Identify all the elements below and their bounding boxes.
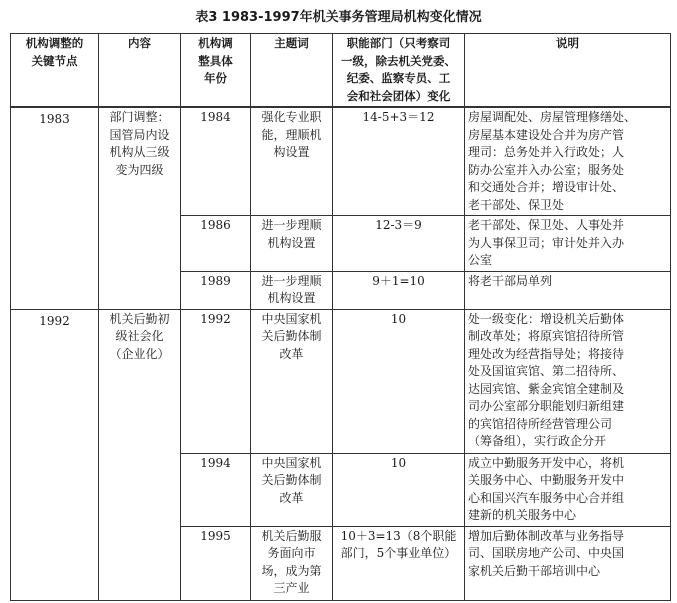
table-row: [11, 107, 671, 216]
note-cell: 将老干部局单列: [465, 271, 671, 309]
note-cell: 房屋调配处、房屋管理修缮处、 房屋基本建设处合并为房产管 理司：总务处并入行政处；人 防办公室并入办公室；服务处 和交通处合并；增设审计处、 老干部处、保卫处: [465, 107, 671, 216]
theme-cell: 进一步理顺 机构设置: [251, 271, 333, 309]
change-cell: 9＋1=10: [333, 271, 465, 309]
header-year: 机构调 整具体 年份: [181, 34, 251, 108]
header-row: [11, 34, 671, 108]
theme-cell: 强化专业职 能，理顺机 构设置: [251, 107, 333, 216]
content-cell: 机关后勤初 级社会化 （企业化）: [99, 309, 181, 600]
table-title: 表3 1983-1997年机关事务管理局机构变化情况: [195, 10, 482, 25]
header-content: 内容: [99, 34, 181, 108]
theme-cell: 中央国家机 关后勤体制 改革: [251, 309, 333, 453]
change-cell: 10: [333, 309, 465, 453]
table-row: [11, 309, 671, 453]
theme-cell: 机关后勤服 务面向市 场，成为第 三产业: [251, 526, 333, 600]
note-cell: 处一级变化：增设机关后勤体 制改革处；将原宾馆招待所管 理处改为经营指导处；将接待 处及国谊宾馆、第二招待所、 达园宾馆、紫金宾馆全建制及 司办公室部分职能划归新组建 的宾馆招待所经营管理公司 （筹备组），实行政企分开: [465, 309, 671, 453]
institution-change-table: [10, 33, 671, 601]
year-cell: 1986: [181, 216, 251, 272]
content-cell: 部门调整： 国管局内设 机构从三级 变为四级: [99, 107, 181, 309]
change-cell: 12-3＝9: [333, 216, 465, 272]
year-cell: 1994: [181, 453, 251, 526]
theme-cell: 中央国家机 关后勤体制 改革: [251, 453, 333, 526]
note-cell: 增加后勤体制改革与业务指导 司、国联房地产公司、中央国 家机关后勤干部培训中心: [465, 526, 671, 600]
year-cell: 1992: [181, 309, 251, 453]
year-cell: 1989: [181, 271, 251, 309]
year-cell: 1984: [181, 107, 251, 216]
note-cell: 老干部处、保卫处、人事处并 为人事保卫司；审计处并入办 公室: [465, 216, 671, 272]
key-node-cell: 1983: [11, 107, 99, 309]
theme-cell: 进一步理顺 机构设置: [251, 216, 333, 272]
year-cell: 1995: [181, 526, 251, 600]
note-cell: 成立中勤服务开发中心，将机 关服务中心、中勤服务开发中 心和国兴汽车服务中心合并组 建新的机关服务中心: [465, 453, 671, 526]
header-note: 说明: [465, 34, 671, 108]
change-cell: 10＋3=13（8个职能 部门，5个事业单位）: [333, 526, 465, 600]
key-node-cell: 1992: [11, 309, 99, 600]
change-cell: 14-5+3＝12: [333, 107, 465, 216]
header-theme: 主题词: [251, 34, 333, 108]
change-cell: 10: [333, 453, 465, 526]
header-key-node: 机构调整的 关键节点: [11, 34, 99, 108]
header-department-change: 职能部门（只考察司 一级，除去机关党委、 纪委、监察专员、工 会和社会团体）变化: [333, 34, 465, 108]
